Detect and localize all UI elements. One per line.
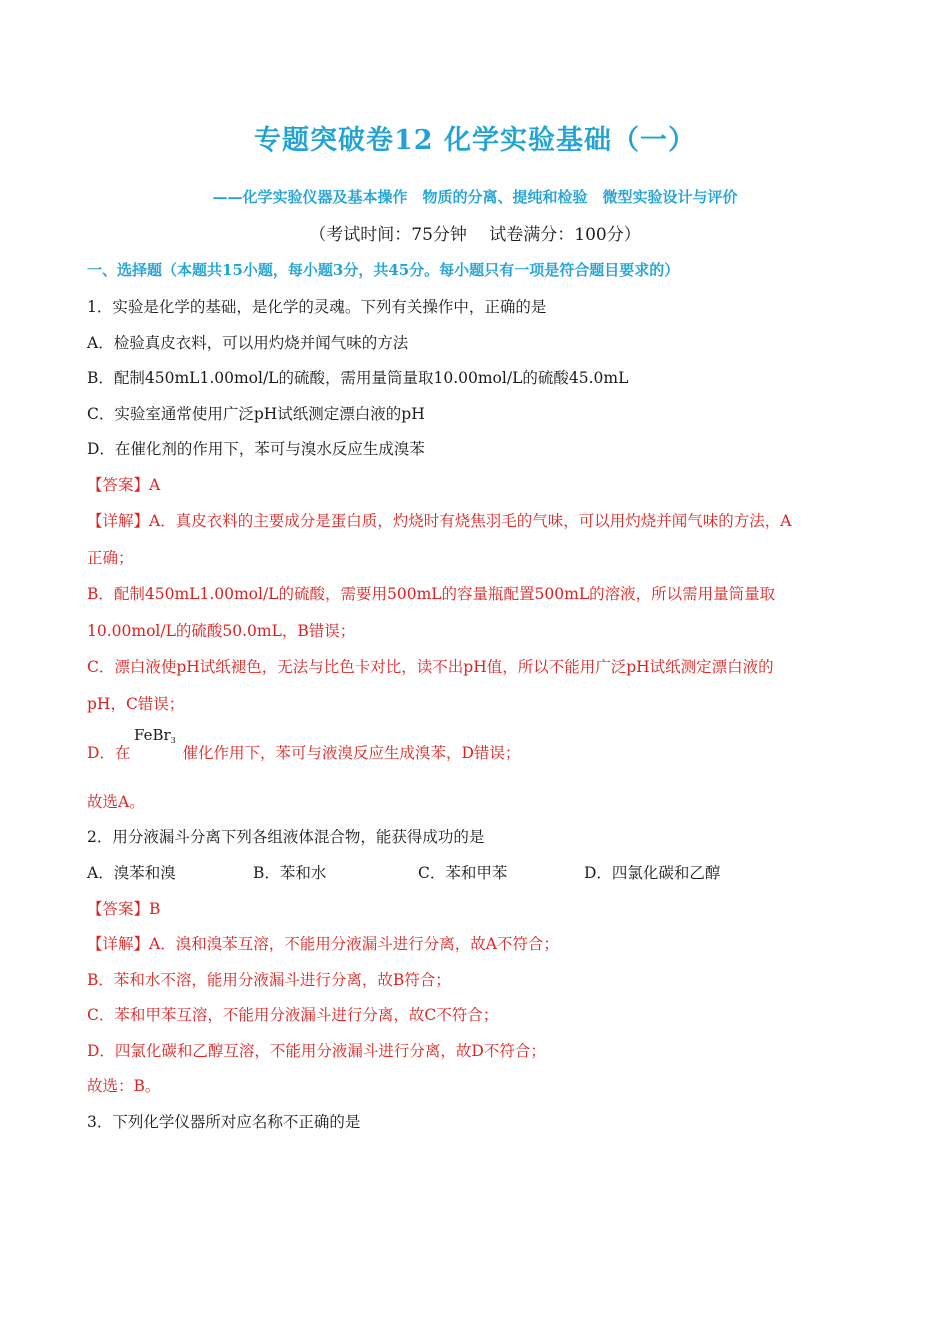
q1-conclusion: 故选A。 [87,793,145,811]
q1-detail-line: 正确； [87,549,134,567]
q2-conclusion: 故选：B。 [87,1077,161,1095]
q1-stem: 1．实验是化学的基础，是化学的灵魂。下列有关操作中，正确的是 [87,298,547,316]
q1-detail-line: B．配制450mL1.00mol/L的硫酸，需要用500mL的容量瓶配置500mL的溶液，所以需用量筒量取 [87,585,776,603]
q1-answer: 【答案】A [87,476,161,494]
q1-detail-line: 【详解】A．真皮衣料的主要成分是蛋白质，灼烧时有烧焦羽毛的气味，可以用灼烧并闻气味的方法，A [87,512,792,530]
q2-option-b: B．苯和水 [253,864,327,882]
q1-detail-d-suffix: 催化作用下，苯可与液溴反应生成溴苯，D错误； [182,744,521,762]
exam-info: （考试时间：75分钟 试卷满分：100分） [309,225,641,245]
q2-stem: 2．用分液漏斗分离下列各组液体混合物，能获得成功的是 [87,828,485,846]
q1-detail-line: 10.00mol/L的硫酸50.0mL，B错误； [87,622,356,640]
page-title: 专题突破卷12 化学实验基础（一） [254,125,696,156]
catalyst-subscript: 3 [170,736,176,745]
q3-stem: 3．下列化学仪器所对应名称不正确的是 [87,1113,361,1131]
q2-detail-line: 【详解】A．溴和溴苯互溶，不能用分液漏斗进行分离，故A不符合； [87,935,559,953]
q1-detail-line: C．漂白液使pH试纸褪色，无法与比色卡对比，读不出pH值，所以不能用广泛pH试纸测定漂白液的 [87,658,774,676]
q2-answer: 【答案】B [87,900,161,918]
q1-option-a: A．检验真皮衣料，可以用灼烧并闻气味的方法 [87,334,409,352]
q1-detail-line [87,741,520,763]
q1-option-d: D．在催化剂的作用下，苯可与溴水反应生成溴苯 [87,440,425,458]
q1-detail-d-prefix: D．在 [87,744,131,762]
q2-option-a: A．溴苯和溴 [87,864,176,882]
q1-option-c: C．实验室通常使用广泛pH试纸测定漂白液的pH [87,405,425,423]
q2-option-c: C．苯和甲苯 [418,864,508,882]
q1-option-b: B．配制450mL1.00mol/L的硫酸，需用量筒量取10.00mol/L的硫酸45.0mL [87,369,629,387]
q2-option-d: D．四氯化碳和乙醇 [584,864,721,882]
q2-detail-line: B．苯和水不溶，能用分液漏斗进行分离，故B符合； [87,971,451,989]
page-subtitle: ——化学实验仪器及基本操作 物质的分离、提纯和检验 微型实验设计与评价 [212,188,738,206]
q2-detail-line: C．苯和甲苯互溶，不能用分液漏斗进行分离，故C不符合； [87,1006,499,1024]
q1-detail-line: pH，C错误； [87,695,185,713]
catalyst-text: FeBr [134,726,171,744]
q2-detail-line: D．四氯化碳和乙醇互溶，不能用分液漏斗进行分离，故D不符合； [87,1042,546,1060]
section-heading: 一、选择题（本题共15小题，每小题3分，共45分。每小题只有一项是符合题目要求的） [87,261,680,279]
